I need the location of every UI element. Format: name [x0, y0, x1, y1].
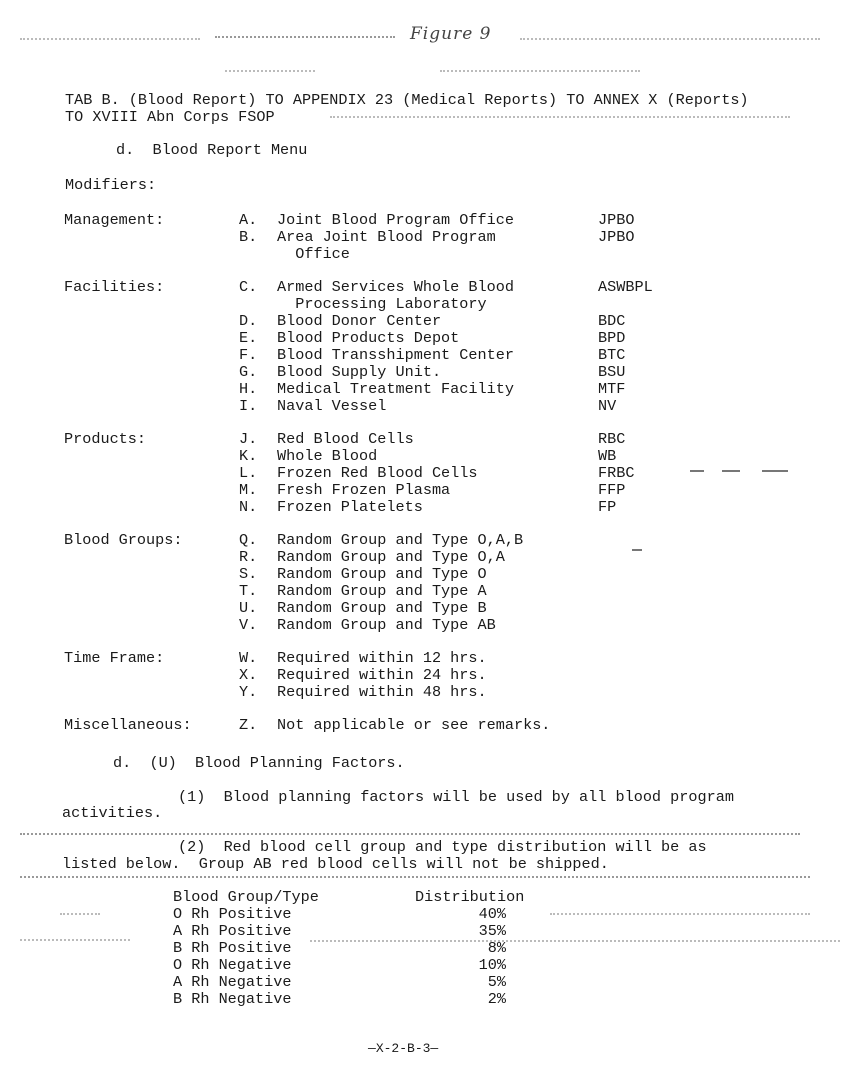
distribution-cell: 40% [478, 905, 506, 923]
section-label: Products: [64, 430, 147, 448]
menu-item-name: Required within 48 hrs. [277, 683, 487, 701]
planning-heading: d. (U) Blood Planning Factors. [113, 754, 405, 772]
scan-noise [330, 116, 790, 118]
menu-item [0, 431, 856, 448]
scan-noise [440, 70, 640, 72]
section-label: Time Frame: [64, 649, 165, 667]
menu-item [0, 228, 856, 263]
section-label: Blood Groups: [64, 531, 183, 549]
scan-mark [762, 470, 788, 472]
planning-para1-line2: activities. [62, 804, 163, 822]
table-row [0, 957, 856, 974]
menu-item [0, 583, 856, 600]
menu-item [0, 364, 856, 381]
menu-item [0, 465, 856, 482]
menu-item-abbr: WB [598, 447, 617, 465]
menu-item-code: F. [239, 346, 258, 364]
scan-noise [20, 833, 800, 835]
menu-item-code: V. [239, 616, 258, 634]
menu-item-abbr: RBC [598, 430, 626, 448]
menu-item-code: Y. [239, 683, 258, 701]
menu-item-name: Required within 24 hrs. [277, 666, 487, 684]
scan-noise [20, 876, 810, 878]
menu-item-name: Area Joint Blood Program Office [277, 228, 496, 263]
section-label: Miscellaneous: [64, 716, 192, 734]
menu-item-name: Whole Blood [277, 447, 378, 465]
table-row [0, 991, 856, 1008]
menu-item-code: K. [239, 447, 258, 465]
menu-item [0, 600, 856, 617]
table-row [0, 940, 856, 957]
menu-item-name: Random Group and Type B [277, 599, 487, 617]
planning-para1-line1: (1) Blood planning factors will be used by all blood program [178, 788, 734, 806]
menu-item [0, 549, 856, 566]
menu-item-code: H. [239, 380, 258, 398]
menu-item-code: T. [239, 582, 258, 600]
menu-item-name: Blood Supply Unit. [277, 363, 442, 381]
menu-item-name: Random Group and Type O,A [277, 548, 505, 566]
menu-item-code: W. [239, 649, 258, 667]
header-line-2: TO XVIII Abn Corps FSOP [65, 108, 275, 126]
blood-type-cell: O Rh Negative [173, 956, 292, 974]
menu-item-name: Blood Transshipment Center [277, 346, 514, 364]
blood-table-col-type: Blood Group/Type [173, 888, 319, 906]
menu-item [0, 482, 856, 499]
menu-item-name: Required within 12 hrs. [277, 649, 487, 667]
menu-item-code: M. [239, 481, 258, 499]
menu-item-abbr: BSU [598, 363, 626, 381]
menu-item-code: C. [239, 278, 258, 296]
menu-item-code: U. [239, 599, 258, 617]
menu-item-code: G. [239, 363, 258, 381]
blood-table-col-dist: Distribution [415, 888, 525, 906]
menu-item-code: L. [239, 464, 258, 482]
menu-item-name: Blood Donor Center [277, 312, 442, 330]
scan-noise [20, 38, 200, 40]
menu-item [0, 667, 856, 684]
menu-heading: d. Blood Report Menu [116, 141, 308, 159]
menu-item [0, 448, 856, 465]
menu-item-code: B. [239, 228, 258, 246]
scan-noise [550, 913, 810, 915]
distribution-cell: 2% [487, 990, 506, 1008]
menu-item [0, 650, 856, 667]
menu-item [0, 532, 856, 549]
menu-item-code: D. [239, 312, 258, 330]
header-line-1: TAB B. (Blood Report) TO APPENDIX 23 (Medical Reports) TO ANNEX X (Reports) [65, 91, 749, 109]
section-label: Facilities: [64, 278, 165, 296]
section-label: Management: [64, 211, 165, 229]
menu-item [0, 313, 856, 330]
menu-item-name: Random Group and Type O,A,B [277, 531, 524, 549]
menu-item-code: R. [239, 548, 258, 566]
scan-noise [310, 940, 840, 942]
figure-label: Figure 9 [410, 24, 492, 44]
menu-item-name: Blood Products Depot [277, 329, 460, 347]
menu-item-abbr: BPD [598, 329, 626, 347]
blood-type-cell: A Rh Negative [173, 973, 292, 991]
menu-item [0, 684, 856, 701]
menu-item-code: I. [239, 397, 258, 415]
menu-item-code: A. [239, 211, 258, 229]
scan-noise [215, 36, 395, 38]
menu-item-abbr: JPBO [598, 211, 635, 229]
menu-item [0, 212, 856, 229]
menu-item-name: Frozen Platelets [277, 498, 423, 516]
distribution-cell: 35% [478, 922, 506, 940]
distribution-cell: 10% [478, 956, 506, 974]
menu-item [0, 717, 856, 734]
scan-mark [722, 470, 740, 472]
menu-item-name: Joint Blood Program Office [277, 211, 514, 229]
menu-item-abbr: BDC [598, 312, 626, 330]
menu-item-code: X. [239, 666, 258, 684]
table-row [0, 974, 856, 991]
menu-item-abbr: FP [598, 498, 617, 516]
menu-item-name: Not applicable or see remarks. [277, 716, 551, 734]
scan-noise [520, 38, 820, 40]
menu-item-name: Fresh Frozen Plasma [277, 481, 451, 499]
modifiers-label: Modifiers: [65, 176, 157, 194]
distribution-cell: 8% [487, 939, 506, 957]
menu-item-abbr: MTF [598, 380, 626, 398]
table-row [0, 923, 856, 940]
blood-type-cell: O Rh Positive [173, 905, 292, 923]
menu-item [0, 381, 856, 398]
menu-item-code: E. [239, 329, 258, 347]
menu-item-abbr: BTC [598, 346, 626, 364]
menu-item-name: Random Group and Type A [277, 582, 487, 600]
menu-item [0, 398, 856, 415]
scan-mark [690, 470, 704, 472]
menu-item-abbr: FFP [598, 481, 626, 499]
menu-item-code: S. [239, 565, 258, 583]
blood-type-cell: B Rh Negative [173, 990, 292, 1008]
menu-item [0, 617, 856, 634]
menu-item-code: Q. [239, 531, 258, 549]
menu-item-name: Frozen Red Blood Cells [277, 464, 478, 482]
page-number-text: X-2-B-3 [375, 1041, 431, 1056]
blood-type-cell: B Rh Positive [173, 939, 292, 957]
menu-item-abbr: NV [598, 397, 617, 415]
scan-noise [225, 70, 315, 72]
menu-item-code: N. [239, 498, 258, 516]
menu-item-abbr: FRBC [598, 464, 635, 482]
menu-item [0, 347, 856, 364]
page-number: —X-2-B-3— [368, 1041, 439, 1056]
blood-type-cell: A Rh Positive [173, 922, 292, 940]
menu-item-abbr: JPBO [598, 228, 635, 246]
menu-item-name: Random Group and Type AB [277, 616, 496, 634]
planning-para2-line2: listed below. Group AB red blood cells will not be shipped. [62, 855, 609, 873]
menu-item-name: Medical Treatment Facility [277, 380, 514, 398]
menu-item [0, 330, 856, 347]
menu-item [0, 566, 856, 583]
menu-item-name: Red Blood Cells [277, 430, 414, 448]
menu-item-abbr: ASWBPL [598, 278, 653, 296]
scan-noise [20, 939, 130, 941]
planning-para2-line1: (2) Red blood cell group and type distribution will be as [178, 838, 707, 856]
distribution-cell: 5% [487, 973, 506, 991]
menu-item-code: Z. [239, 716, 258, 734]
menu-item-name: Naval Vessel [277, 397, 387, 415]
menu-item [0, 499, 856, 516]
scan-mark [632, 549, 642, 551]
scan-noise [60, 913, 100, 915]
menu-item-code: J. [239, 430, 258, 448]
menu-item-name: Random Group and Type O [277, 565, 487, 583]
menu-item-name: Armed Services Whole Blood Processing Laboratory [277, 278, 514, 313]
menu-item [0, 278, 856, 313]
